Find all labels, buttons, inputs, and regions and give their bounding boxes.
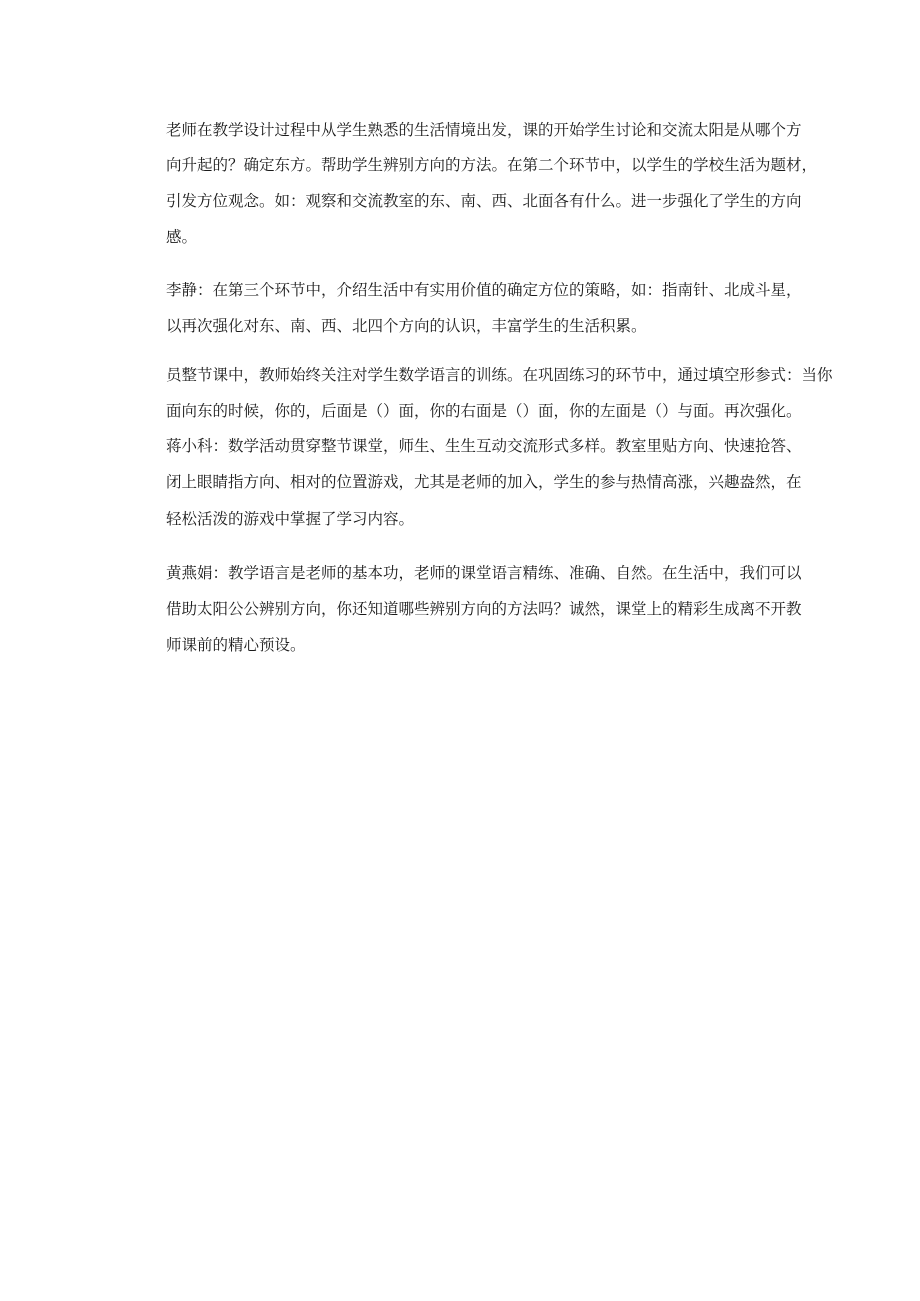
text-line: 蒋小科：数学活动贯穿整节课堂，师生、生生互动交流形式多样。教室里贴方向、快速抢答、 [166, 437, 802, 455]
text-line: 闭上眼睛指方向、相对的位置游戏，尤其是老师的加入，学生的参与热情高涨，兴趣盎然，在 [166, 473, 802, 491]
text-line: 师课前的精心预设。 [166, 636, 306, 654]
text-line: 引发方位观念。如：观察和交流教室的东、南、西、北面各有什么。进一步强化了学生的方向 [166, 192, 802, 210]
text-line: 以再次强化对东、南、西、北四个方向的认识，丰富学生的生活积累。 [166, 317, 647, 335]
text-line: 李静：在第三个环节中，介绍生活中有实用价值的确定方位的策略，如：指南针、北成斗星， [166, 281, 802, 299]
text-line: 借助太阳公公辨别方向，你还知道哪些辨别方向的方法吗？诚然，课堂上的精彩生成离不开教 [166, 600, 802, 618]
text-line: 黄燕娟：教学语言是老师的基本功，老师的课堂语言精练、准确、自然。在生活中，我们可以 [166, 564, 802, 582]
text-line: 老师在教学设计过程中从学生熟悉的生活情境出发，课的开始学生讨论和交流太阳是从哪个方 [166, 121, 802, 139]
text-line: 轻松活泼的游戏中掌握了学习内容。 [166, 510, 415, 528]
text-line: 面向东的时候，你的，后面是（）面，你的右面是（）面，你的左面是（）与面。再次强化。 [166, 402, 802, 420]
text-line: 员整节课中，教师始终关注对学生数学语言的训练。在巩固练习的环节中，通过填空形参式：当你 [166, 366, 833, 384]
text-line: 感。 [166, 228, 198, 246]
text-line: 向升起的？确定东方。帮助学生辨别方向的方法。在第二个环节中，以学生的学校生活为题材， [166, 156, 818, 174]
